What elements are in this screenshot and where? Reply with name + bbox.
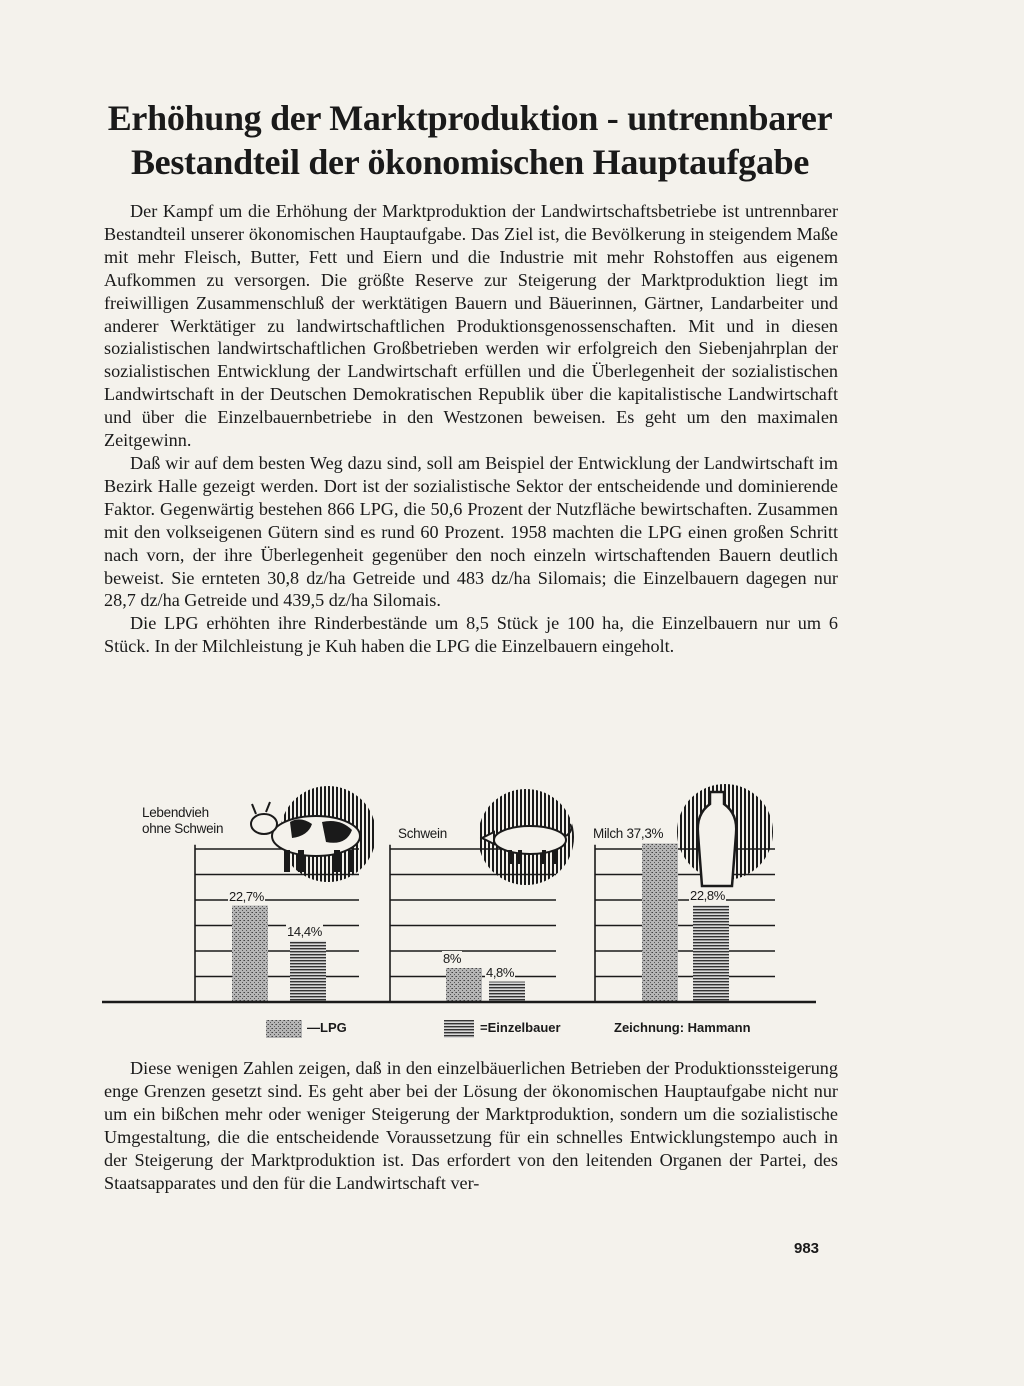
bar-value-label: 22,8% [690,888,725,904]
cow-leg [298,850,304,872]
bar-lpg-2 [642,843,678,1002]
pig-leg [508,850,512,864]
title-line-1: Erhöhung der Marktproduktion - untrennbarer [107,98,833,138]
bar-einzelbauer-0 [290,941,326,1002]
cow-leg [334,850,340,872]
pig-leg [554,850,558,864]
pig-leg [518,850,522,864]
category-label-schwein: Schwein [398,826,447,841]
paragraph: Daß wir auf dem besten Weg dazu sind, soll am Beispiel der Entwicklung der Landwirtschaft im Bezirk Halle gezeigt werden. Dort ist der sozialistische Sektor der entscheidende und dominierende Faktor. Gegenwärtig bestehen 866 LPG, die 50,6 Prozent der Nutzfläche bewirtschaften. Zusammen mit den volkseigenen Gütern sind es rund 60 Prozent. 1958 machten die LPG einen großen Schritt nach vorn, der ihre Überlegenheit gegenüber den noch einzeln wirtschaftenden Bauern deutlich beweist. Sie ernteten 30,8 dz/ha Getreide und 483 dz/ha Silomais; die Einzelbauern dagegen nur 28,7 dz/ha Getreide und 439,5 dz/ha Silomais. [104,452,838,611]
paragraph: Der Kampf um die Erhöhung der Marktproduktion der Landwirtschaftsbetriebe ist untrennbarer Bestandteil unserer ökonomischen Hauptaufgabe. Das Ziel ist, die Bevölkerung in steigendem Maße mit mehr Fleisch, Butter, Fett und Eiern und die Industrie mit mehr Rohstoffen aus eigenem Aufkommen zu versorgen. Die größte Reserve zur Steigerung der Marktproduktion liegt im freiwilligen Zusammenschluß der werktätigen Bauern und Bäuerinnen, Gärtner, Landarbeiter und anderer Werktätiger zu landwirtschaftlichen Produktionsgenossenschaften. Mit und in diesen sozialistischen landwirtschaftlichen Großbetrieben werden wir erfolgreich den Siebenjahrplan der sozialistischen Entwicklung der Landwirtschaft erfüllen und die Überlegenheit der sozialistischen Landwirtschaft in der Deutschen Demokratischen Republik über die kapitalistische Landwirtschaft und über die Einzelbauernbetriebe in den Westzonen beweisen. Es geht um den maximalen Zeitgewinn. [104,201,838,451]
article-body-top [104,200,838,658]
cow-leg [348,850,354,872]
drawing-credit: Zeichnung: Hammann [614,1020,751,1035]
paragraph: Die LPG erhöhten ihre Rinderbestände um 8,5 Stück je 100 ha, die Einzelbauern nur um 6 Stück. In der Milchleistung je Kuh haben die LPG die Einzelbauern eingeholt. [104,613,838,657]
cow-horns [252,802,270,814]
lpg-swatch [266,1020,302,1038]
bar-value-label: 22,7% [229,888,264,904]
cow-leg [284,850,290,872]
paragraph: Diese wenigen Zahlen zeigen, daß in den einzelbäuerlichen Betrieben der Produktionssteigerung enge Grenzen gesetzt sind. Es geht aber bei der Lösung der ökonomischen Hauptaufgabe nicht nur um ein bißchen mehr oder weniger Steigerung der Marktproduktion, sondern um die sozialistische Umgestaltung, die die entscheidende Voraussetzung für ein schnelles Entwicklungstempo auch in der Steigerung der Marktproduktion ist. Das erfordert von den leitenden Organen der Partei, des Staatsapparates und den für die Landwirtschaft ver- [104,1058,838,1193]
bar-value-label: 14,4% [287,923,322,939]
category-label-milch: Milch 37,3% [593,826,664,841]
title-line-2: Bestandteil der ökonomischen Hauptaufgabe [130,142,810,182]
bar-einzelbauer-1 [489,982,525,1002]
cow-head [251,814,277,834]
article-body-bottom [104,1057,838,1194]
einzelbauer-swatch [444,1020,474,1038]
bar-lpg-1 [446,968,482,1002]
bar-value-label: 4,8% [486,964,515,980]
legend-lpg: —LPG [307,1020,347,1035]
category-label-lebendvieh: Lebendvieh ohne Schwein [142,805,224,836]
page-number: 983 [794,1240,820,1257]
legend-einzelbauer: =Einzelbauer [480,1020,561,1035]
bar-lpg-0 [232,906,268,1002]
bar-einzelbauer-2 [693,905,729,1002]
pig-body [494,826,566,854]
page-title [100,96,840,184]
bar-value-label: 8% [443,951,461,966]
bar-chart [100,780,840,1050]
pig-leg [542,850,546,864]
